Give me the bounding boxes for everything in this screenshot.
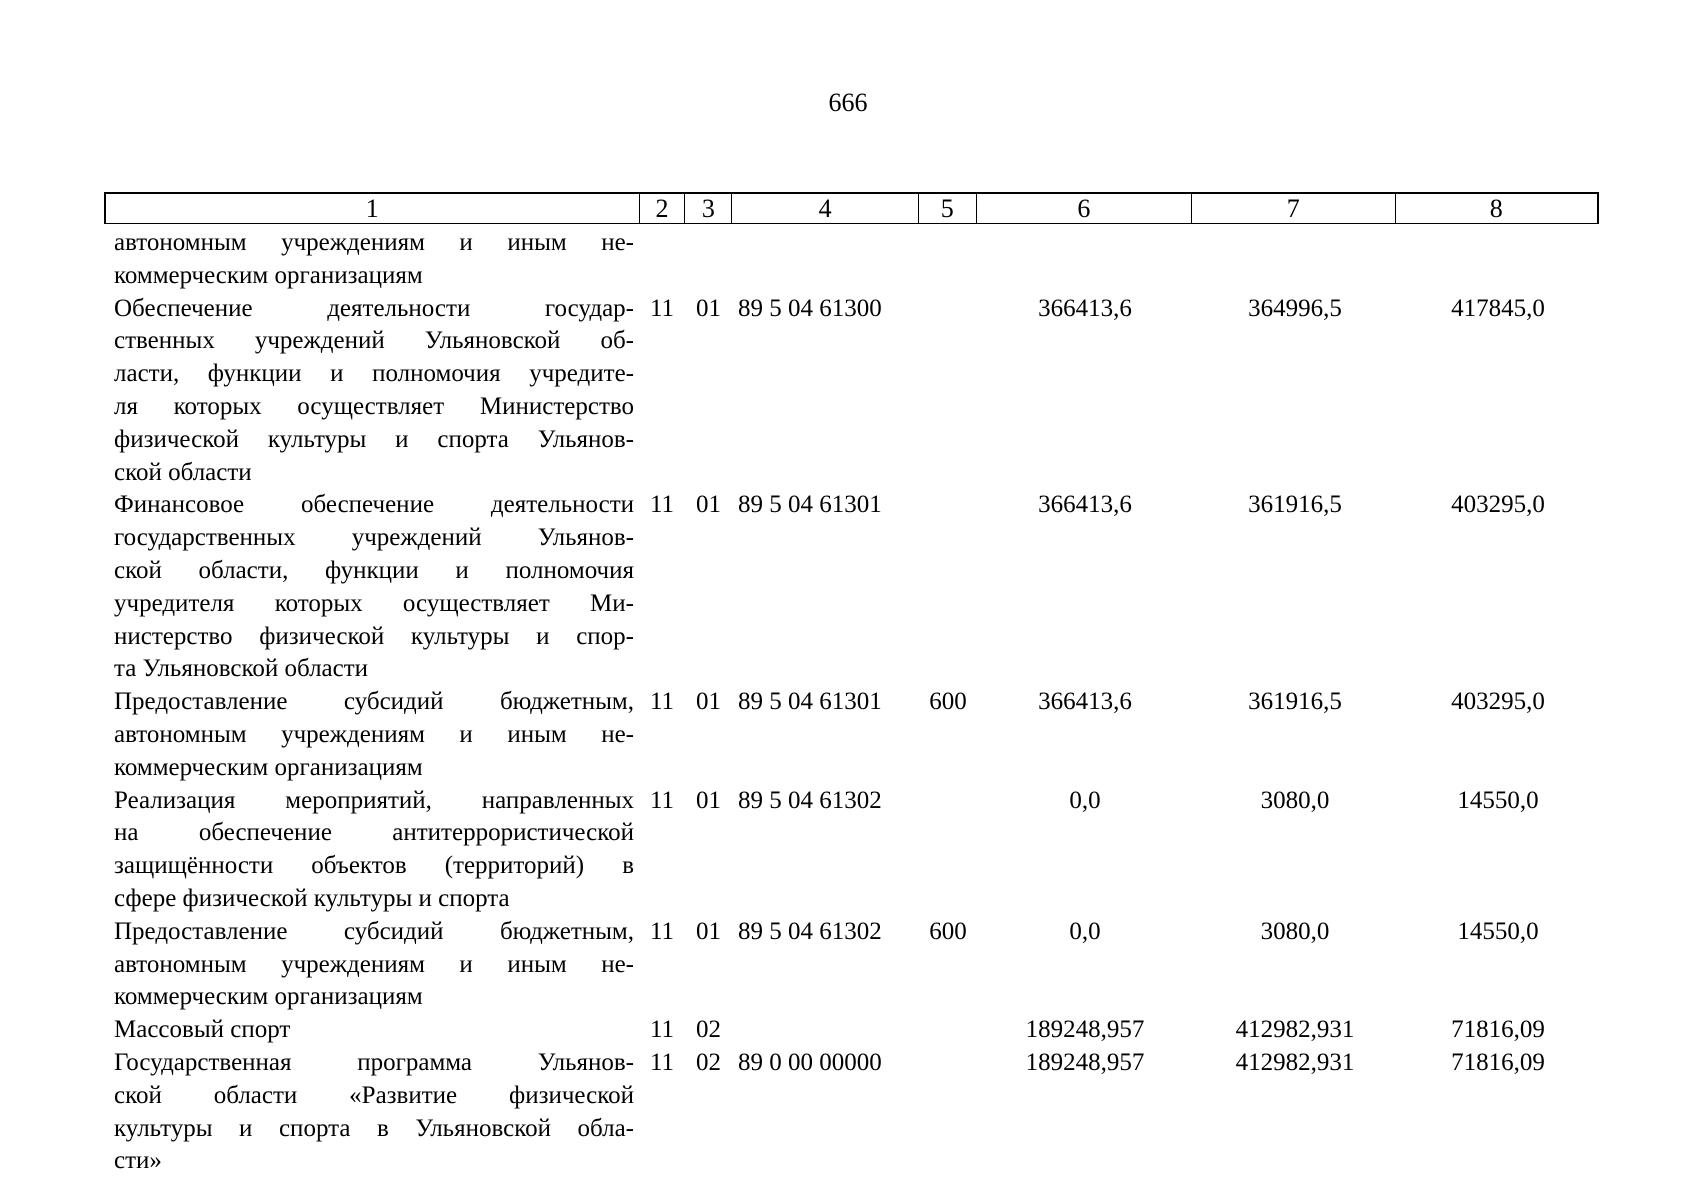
amount-col-7: 361916,5 [1248,491,1342,519]
subsection-code: 01 [696,294,721,322]
target-article-code: 89 5 04 61302 [738,786,882,814]
subsection-code: 02 [696,1016,721,1044]
description-line: Предоставление субсидий бюджетным, [114,917,634,945]
description-line: культуры и спорта в Ульяновской обла- [114,1114,634,1142]
table-header [104,192,1599,224]
description-line: ской области, функции и полномочия [114,556,634,584]
table-body [104,227,1599,1178]
page-number: 666 [828,88,868,117]
amount-col-8: 14550,0 [1457,917,1539,945]
description-line: Реализация мероприятий, направленных [114,786,634,814]
target-article-code: 89 5 04 61301 [738,491,882,519]
header-col-7: 7 [1192,194,1395,223]
section-code: 11 [649,786,675,814]
row-description [114,489,634,686]
row-description [114,1047,634,1178]
amount-col-7: 412982,931 [1235,1016,1355,1044]
description-line: автономным учреждениям и иным не- [114,229,634,256]
description-line: нистерство физической культуры и спор- [114,622,634,650]
description-line: Финансовое обеспечение деятельности [114,491,634,519]
row-description [114,1014,634,1047]
table-row [104,686,1599,784]
expense-type-code: 600 [929,917,967,945]
description-line: сфере физической культуры и спорта [114,884,510,912]
target-article-code: 89 5 04 61302 [738,917,882,945]
subsection-code: 01 [696,491,721,519]
header-col-8: 8 [1489,193,1503,223]
description-line: автономным учреждениям и иным не- [114,720,634,748]
target-article-code: 89 5 04 61301 [738,688,882,716]
description-line: учредителя которых осуществляет Ми- [114,589,634,617]
subsection-code: 01 [696,917,721,945]
amount-col-6: 366413,6 [1038,491,1132,519]
description-line: ственных учреждений Ульяновской об- [114,327,634,355]
target-article-code: 89 5 04 61300 [738,294,882,322]
table-row [104,293,1599,490]
description-line: сти» [114,1147,162,1175]
description-line: коммерческим организациям [114,983,423,1011]
amount-col-7: 3080,0 [1260,786,1330,814]
header-col-4: 4 [732,194,919,223]
amount-col-7: 3080,0 [1260,917,1330,945]
amount-col-8: 417845,0 [1451,294,1545,322]
section-code: 11 [649,1016,675,1044]
description-line: автономным учреждениям и иным не- [114,950,634,978]
description-line: физической культуры и спорта Ульянов- [114,425,634,453]
amount-col-6: 189248,957 [1025,1016,1145,1044]
amount-col-6: 366413,6 [1038,294,1132,322]
row-description [114,227,634,293]
header-col-6: 6 [977,194,1192,223]
amount-col-6: 189248,957 [1025,1048,1145,1076]
table-row [104,916,1599,1014]
amount-col-7: 361916,5 [1248,688,1342,716]
section-code: 11 [649,1048,675,1076]
table-row [104,1047,1599,1178]
section-code: 11 [649,688,675,716]
table-row [104,785,1599,916]
header-col-1: 1 [106,194,640,223]
section-code: 11 [649,917,675,945]
amount-col-8: 403295,0 [1451,688,1545,716]
row-description [114,785,634,916]
amount-col-8: 14550,0 [1457,786,1539,814]
amount-col-8: 71816,09 [1451,1016,1545,1044]
table-row [104,1014,1599,1047]
row-description [114,916,634,1014]
amount-col-8: 403295,0 [1451,491,1545,519]
description-line: ской области [114,458,252,486]
header-col-5: 5 [919,194,977,223]
description-line: ласти, функции и полномочия учредите- [114,360,634,388]
table-row [104,227,1599,293]
description-line: Массовый спорт [114,1016,291,1044]
subsection-code: 01 [696,786,721,814]
table-row [104,489,1599,686]
row-description [114,686,634,784]
description-line: защищённости объектов (территорий) в [114,852,634,880]
amount-col-6: 0,0 [1069,786,1101,814]
amount-col-6: 0,0 [1069,917,1101,945]
description-line: ской области «Развитие физической [114,1081,634,1109]
amount-col-6: 366413,6 [1038,688,1132,716]
description-line: Предоставление субсидий бюджетным, [114,688,634,716]
section-code: 11 [649,491,675,519]
description-line: коммерческим организациям [114,261,423,289]
description-line: коммерческим организациям [114,753,423,781]
expense-type-code: 600 [929,688,967,716]
header-col-2: 2 [640,194,686,223]
subsection-code: 02 [696,1048,721,1076]
description-line: та Ульяновской области [114,655,369,683]
amount-col-7: 364996,5 [1248,294,1342,322]
description-line: на обеспечение антитеррористической [114,819,634,847]
description-line: Государственная программа Ульянов- [114,1048,634,1076]
amount-col-7: 412982,931 [1235,1048,1355,1076]
header-col-3: 3 [685,194,732,223]
target-article-code: 89 0 00 00000 [738,1048,882,1076]
section-code: 11 [649,294,675,322]
amount-col-8: 71816,09 [1451,1048,1545,1076]
row-description [114,293,634,490]
description-line: Обеспечение деятельности государ- [114,294,634,322]
subsection-code: 01 [696,688,721,716]
description-line: ля которых осуществляет Министерство [114,392,634,420]
description-line: государственных учреждений Ульянов- [114,524,634,552]
